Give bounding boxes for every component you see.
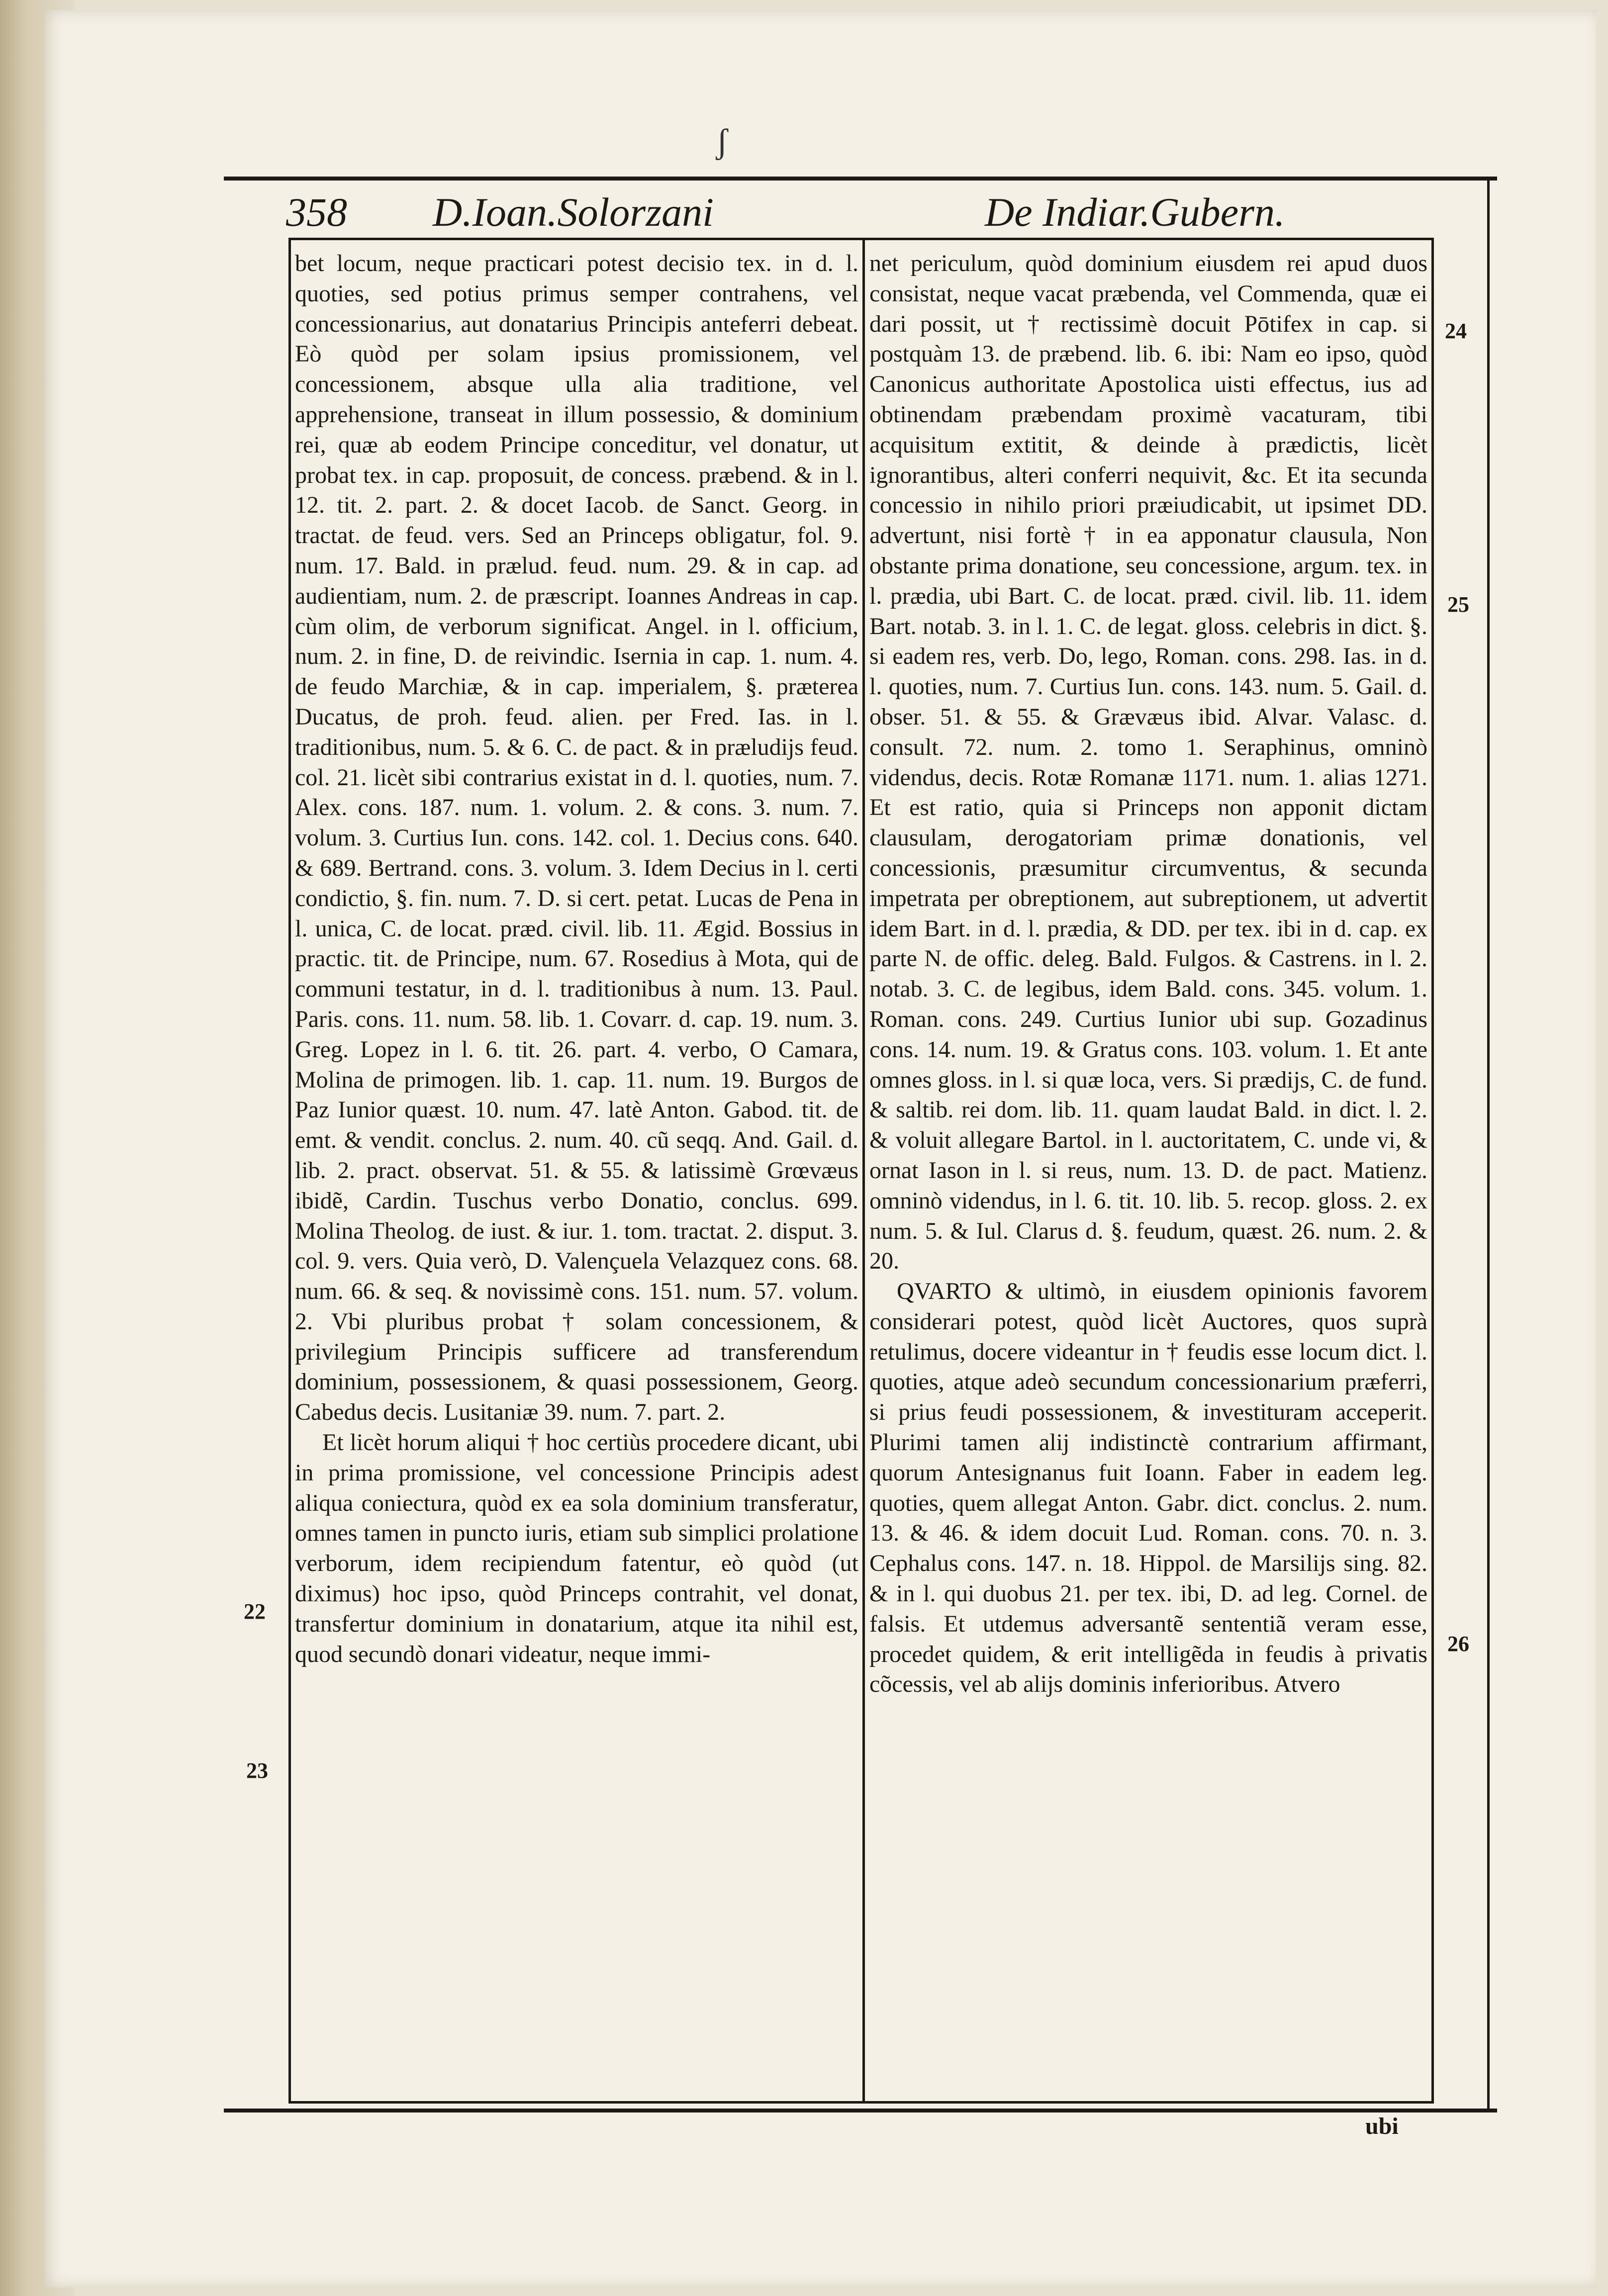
running-head-author: D.Ioan.Solorzani xyxy=(433,189,714,235)
right-paragraph-1: net periculum, quòd dominium eiusdem rei apud duos consistat, neque vacat præbenda, vel Commenda, quæ ei dari possit, ut † rectissimè docuit Pōtifex in cap. si postquàm 13. de præbend. lib. 6. ibi: Nam eo ipso, quòd Canonicus authoritate Apostolica uisti effectus, ius ad obtinendam præbendam proximè vacaturam, tibi acquisitum extitit, & deinde à prædictis, licèt ignorantibus, alteri conferri nequivit, &c. Et ita secunda concessio in nihilo priori præiudicabit, ut ipsimet DD. advertunt, nisi fortè † in ea apponatur clausula, Non obstante prima donatione, seu concessione, argum. tex. in l. prædia, ubi Bart. C. de locat. præd. civil. lib. 11. idem Bart. notab. 3. in l. 1. C. de legat. gloss. celebris in dict. §. si eadem res, verb. Do, lego, Roman. cons. 298. Ias. in d. l. quoties, num. 7. Curtius Iun. cons. 143. num. 5. Gail. d. obser. 51. & 55. & Grævæus ibid. Alvar. Valasc. d. consult. 72. num. 2. tomo 1. Seraphinus, omninò videndus, decis. Rotæ Romanæ 1171. num. 1. alias 1271. Et est ratio, quia si Princeps non apponit dictam clausulam, derogatoriam primæ donationis, vel concessionis, præsumitur circumventus, & secunda impetrata per obreptionem, aut subreptionem, ut advertit idem Bart. in d. l. prædia, & DD. per tex. ibi in d. cap. ex parte N. de offic. deleg. Bald. Fulgos. & Castrens. in l. 2. notab. 3. C. de legibus, idem Bald. cons. 345. volum. 1. Roman. cons. 249. Curtius Iunior ubi sup. Gozadinus cons. 14. num. 19. & Gratus cons. 103. volum. 1. Et ante omnes gloss. in l. si quæ loca, vers. Si prædijs, C. de fund. & saltib. rei dom. lib. 11. quam laudat Bald. in dict. l. 2. & voluit allegare Bartol. in l. auctoritatem, C. unde vi, & ornat Iason in l. si reus, num. 13. D. de pact. Matienz. omninò videndus, in l. 6. tit. 10. lib. 5. recop. gloss. 2. ex num. 5. & Iul. Clarus d. §. feudum, quæst. 26. num. 2. & 20. xyxy=(869,250,1427,1275)
right-column xyxy=(869,249,1427,2100)
frame-bottom xyxy=(288,2101,1434,2104)
margin-number-26: 26 xyxy=(1447,1632,1469,1656)
left-column xyxy=(295,249,858,2100)
frame-right xyxy=(1431,238,1434,2103)
running-head-title: De Indiar.Gubern. xyxy=(985,189,1285,235)
frame-left xyxy=(288,238,291,2103)
margin-number-24: 24 xyxy=(1445,319,1467,343)
left-paragraph-1: bet locum, neque practicari potest decisio tex. in d. l. quoties, sed potius primus semper contrahens, vel concessionarius, aut donatarius Principis anteferri debeat. Eò quòd per solam ipsius promissionem, vel concessionem, absque ulla alia traditione, vel apprehensione, transeat in illum possessio, & dominium rei, quæ ab eodem Principe conceditur, vel donatur, ut probat tex. in cap. proposuit, de concess. præbend. & in l. 12. tit. 2. part. 2. & docet Iacob. de Sanct. Georg. in tractat. de feud. vers. Sed an Princeps obligatur, fol. 9. num. 17. Bald. in prælud. feud. num. 29. & in cap. ad audientiam, num. 2. de præscript. Ioannes Andreas in cap. cùm olim, de verborum significat. Angel. in l. officium, num. 2. in fine, D. de reivindic. Isernia in cap. 1. num. 4. de feudo Marchiæ, & in cap. imperialem, §. præterea Ducatus, de proh. feud. alien. per Fred. Ias. in l. traditionibus, num. 5. & 6. C. de pact. & in præludijs feud. col. 21. licèt sibi contrarius existat in d. l. quoties, num. 7. Alex. cons. 187. num. 1. volum. 2. & cons. 3. num. 7. volum. 3. Curtius Iun. cons. 142. col. 1. Decius cons. 640. & 689. Bertrand. cons. 3. volum. 3. Idem Decius in l. certi condictio, §. fin. num. 7. D. si cert. petat. Lucas de Pena in l. unica, C. de locat. præd. civil. lib. 11. Ægid. Bossius in practic. tit. de Principe, num. 67. Rosedius à Mota, qui de communi testatur, in d. l. traditionibus à num. 13. Paul. Paris. cons. 11. num. 58. lib. 1. Covarr. d. cap. 19. num. 3. Greg. Lopez in l. 6. tit. 26. part. 4. verbo, O Camara, Molina de primogen. lib. 1. cap. 11. num. 19. Burgos de Paz Iunior quæst. 10. num. 47. latè Anton. Gabod. tit. de emt. & vendit. conclus. 2. num. 40. cũ seqq. And. Gail. d. lib. 2. pract. observat. 51. & 55. & latissimè Grœvæus ibidẽ, Cardin. Tuschus verbo Donatio, conclus. 699. Molina Theolog. de iust. & iur. 1. tom. tractat. 2. disput. 3. col. 9. vers. Quia verò, D. Valençuela Velazquez cons. 68. num. 66. & seq. & novissimè cons. 151. num. 57. volum. 2. Vbi pluribus probat † solam concessionem, & privilegium Principis sufficere ad transferendum dominium, possessionem, & quasi possessionem, Georg. Cabedus decis. Lusitaniæ 39. num. 7. part. 2. xyxy=(295,250,858,1426)
margin-number-25: 25 xyxy=(1447,592,1469,617)
top-rule xyxy=(224,177,1497,181)
stray-ink-mark: ʃ xyxy=(716,122,728,161)
right-paragraph-2: QVARTO & ultimò, in eiusdem opinionis favorem considerari potest, quòd licèt Auctores, quos suprà retulimus, docere videantur in † feudis esse locum dict. l. quoties, atque adeò secundum concessionarium præferri, si prius feudi possessionem, & investituram acceperit. Plurimi tamen alij indistinctè contrarium affirmant, quorum Antesignanus fuit Ioann. Faber in eadem leg. quoties, quem allegat Anton. Gabr. dict. conclus. 2. num. 13. & 46. & idem docuit Lud. Roman. cons. 70. n. 3. Cephalus cons. 147. n. 18. Hippol. de Marsilijs sing. 82. & in l. qui duobus 21. per tex. ibi, D. ad leg. Cornel. de falsis. Et utdemus adversantẽ sententiã veram esse, procedet quidem, & erit intelligẽda in feudis à privatis cõcessis, vel ab alijs dominis inferioribus. Atvero xyxy=(869,1278,1427,1698)
outer-right-rule xyxy=(1487,177,1490,2111)
header-rule xyxy=(288,238,1432,240)
margin-number-22: 22 xyxy=(244,1599,266,1624)
page-number: 358 xyxy=(286,189,347,235)
left-paragraph-2: Et licèt horum aliqui † hoc certiùs procedere dicant, ubi in prima promissione, vel concessione Principis adest aliqua coniectura, quòd ex ea sola dominium transferatur, omnes tamen in puncto iuris, etiam sub simplici prolatione verborum, idem recipiendum fatentur, eò quòd (ut diximus) hoc ipso, quòd Princeps contrahit, vel donat, transfertur dominium in donatarium, atque ita nihil est, quod secundò donari videatur, neque immi- xyxy=(295,1429,858,1667)
catchword: ubi xyxy=(1365,2113,1399,2139)
bottom-rule xyxy=(224,2109,1497,2112)
margin-number-23: 23 xyxy=(246,1758,268,1783)
column-divider xyxy=(862,238,865,2103)
